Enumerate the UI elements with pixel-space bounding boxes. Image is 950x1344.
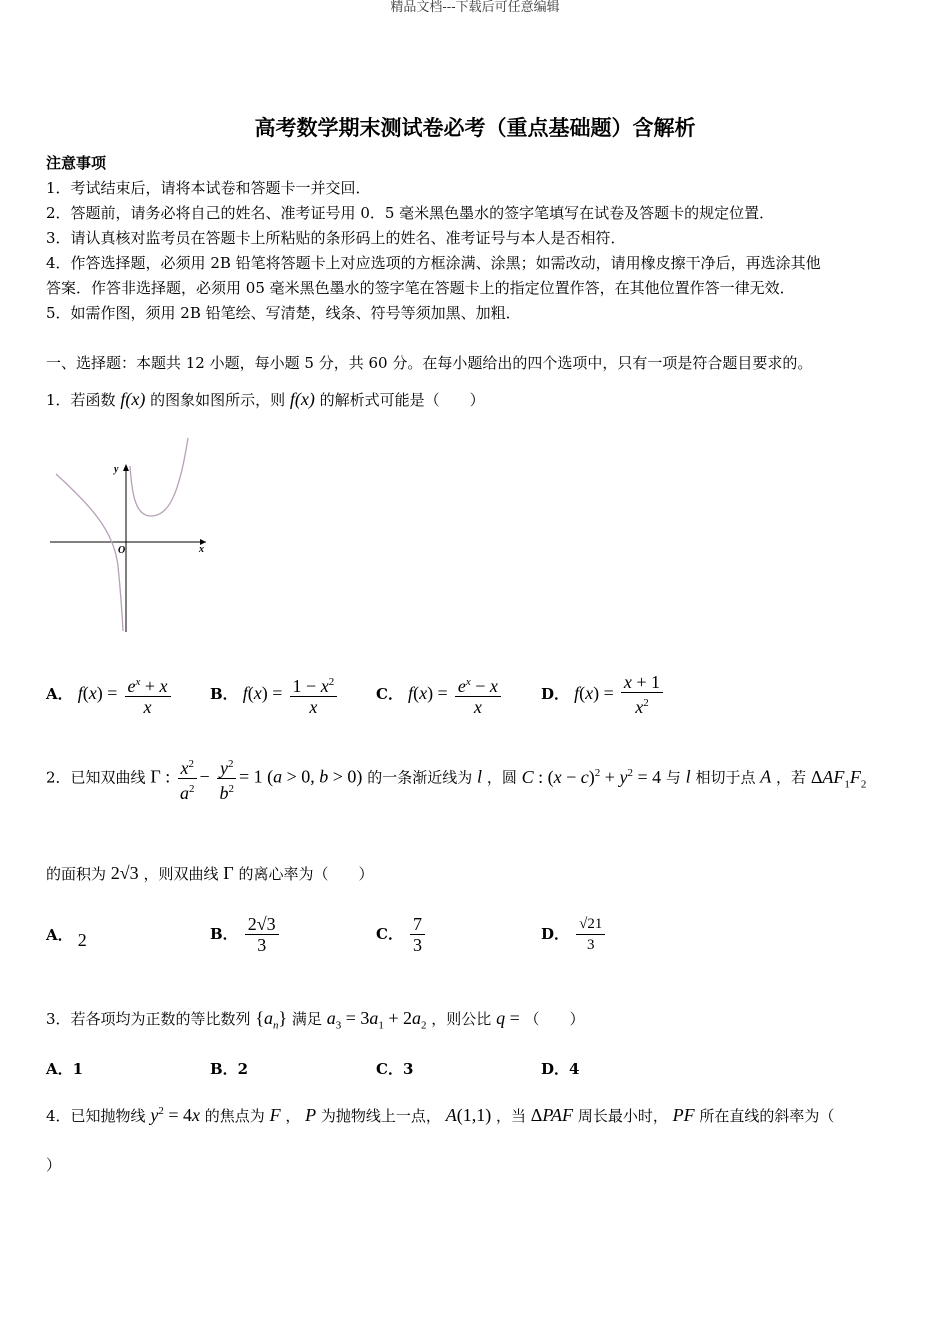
section-heading: 一、选择题：本题共 12 小题，每小题 5 分，共 60 分。在每小题给出的四个选项中，只有一项是符合题目要求的。: [46, 354, 813, 372]
note-item: 3．请认真核对监考员在答题卡上所粘贴的条形码上的姓名、准考证号与本人是否相符．: [46, 229, 626, 247]
math-fx: f(x): [120, 389, 146, 409]
question-2-stem-cont: 的面积为 2√3 ，则双曲线 Γ 的离心率为（ ）: [46, 863, 374, 883]
option-a[interactable]: A．1: [46, 1060, 84, 1078]
option-d[interactable]: D． $\frac{√21}{3}$: [541, 914, 607, 955]
page-title: 高考数学期末测试卷必考（重点基础题）含解析: [254, 115, 696, 140]
option-b[interactable]: B． $\frac{2√3}{3}$: [210, 914, 281, 955]
option-c[interactable]: C． $\frac{7}{3}$: [376, 914, 427, 955]
option-b[interactable]: B． f(x) = $\frac{1 - x^2}{x}$: [210, 672, 339, 717]
question-3-stem: 3．若各项均为正数的等比数列 $\{a_n\}$ 满足 $a_3 = 3a_1 + 2a_2$ ，则公比 q = （ ）: [46, 1008, 585, 1032]
option-d[interactable]: D． f(x) = $\frac{x + 1}{x^2}$: [541, 672, 665, 717]
note-item: 1．考试结束后，请将本试卷和答题卡一并交回．: [46, 179, 371, 197]
option-d[interactable]: D．4: [541, 1060, 580, 1078]
option-a[interactable]: A． f(x) = $\frac{e^x + x}{x}$: [46, 672, 173, 717]
notes-heading: 注意事项: [46, 154, 107, 172]
y-axis-label: y: [114, 464, 119, 475]
note-item: 2．答题前，请务必将自己的姓名、准考证号用 0．5 毫米黑色墨水的签字笔填写在试卷及答题卡的规定位置．: [46, 204, 775, 222]
question-4-stem-cont: ）: [46, 1156, 62, 1174]
note-item: 4．作答选择题，必须用 2B 铅笔将答题卡上对应选项的方框涂满、涂黑；如需改动，请用橡皮擦干净后，再选涂其他: [46, 254, 821, 272]
option-b[interactable]: B．2: [210, 1060, 249, 1078]
question-1-stem: 1．若函数 f(x) 的图象如图所示，则 f(x) 的解析式可能是（ ）: [46, 389, 485, 409]
math-fx: f(x): [289, 389, 315, 409]
question-2-stem: 2．已知双曲线 Γ : $\frac{x^2}{a^2}$ − $\frac{y^2}{b^2}$ = 1 (a > 0, b > 0) 的一条渐近线为 l ，圆 C : $(x - c)^2 + y^2 = 4$ 与 l 相切于点 A ，若 $\Delta AF_1F_2$: [46, 754, 866, 803]
x-axis-label: x: [199, 544, 204, 555]
option-a[interactable]: A． 2: [46, 926, 87, 950]
note-item: 答案．作答非选择题，必须用 05 毫米黑色墨水的签字笔在答题卡上的指定位置作答，在其他位置作答一律无效．: [46, 279, 795, 297]
option-c[interactable]: C．3: [376, 1060, 414, 1078]
origin-label: O: [118, 545, 126, 556]
note-item: 5．如需作图，须用 2B 铅笔绘、写清楚，线条、符号等须加黑、加粗．: [46, 304, 521, 322]
right-branch: [130, 438, 188, 516]
function-graph: [46, 436, 216, 636]
option-c[interactable]: C． f(x) = $\frac{e^x - x}{x}$: [376, 672, 503, 717]
question-4-stem: 4．已知抛物线 $y^2 = 4x$ 的焦点为 F ， P 为抛物线上一点， A(1,1) ，当 ΔPAF 周长最小时， PF 所在直线的斜率为（: [46, 1105, 835, 1125]
page-header: 精品文档---下载后可任意编辑: [390, 0, 560, 15]
y-axis-arrow: [123, 464, 129, 471]
left-branch: [56, 474, 126, 631]
